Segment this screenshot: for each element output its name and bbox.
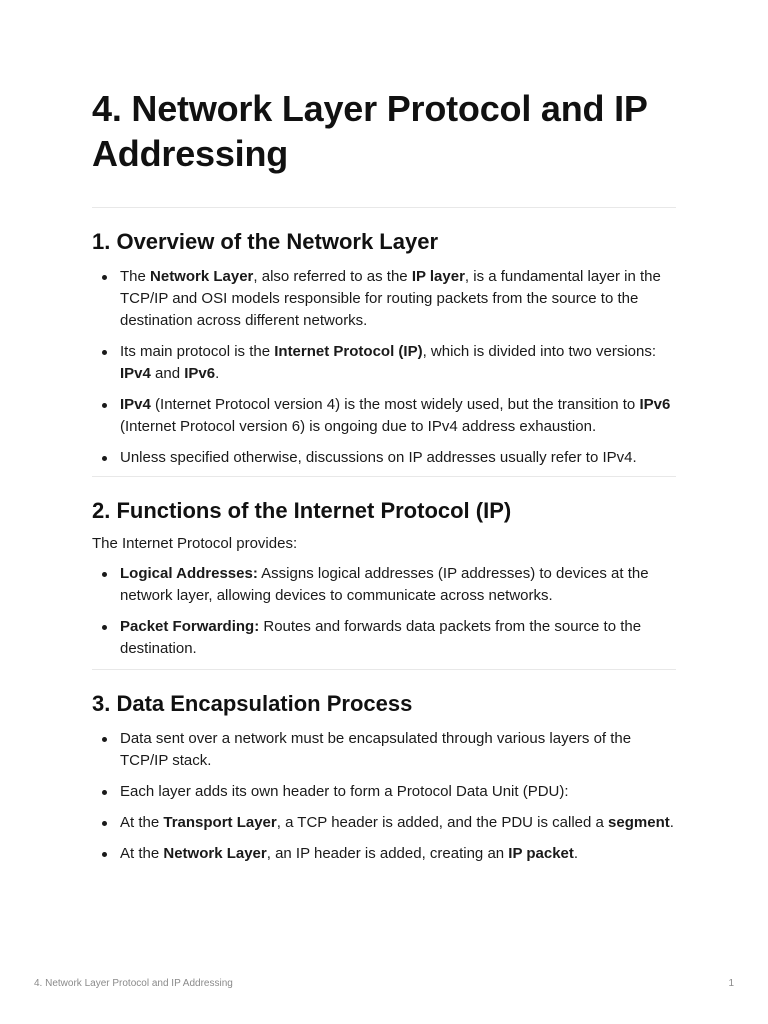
section-intro: The Internet Protocol provides:	[92, 535, 298, 552]
bullet-list	[92, 563, 676, 660]
section-overview	[92, 228, 676, 469]
page-title: 4. Network Layer Protocol and IP Addressing	[92, 88, 648, 174]
list-item	[92, 563, 676, 607]
bold-text: IP layer	[411, 268, 465, 285]
section-heading: 1. Overview of the Network Layer	[92, 229, 439, 254]
list-item	[92, 781, 676, 803]
bold-text: Packet Forwarding:	[120, 618, 260, 635]
text-run: , a TCP header is added, and the PDU is called a	[276, 814, 609, 831]
list-item	[92, 812, 676, 834]
text-run: , is a fundamental layer in the TCP/IP and OSI models responsible for routing packets from the source to the destination across different networks.	[120, 268, 661, 329]
bold-text: IPv6	[184, 365, 216, 382]
text-run: (Internet Protocol version 4) is the most widely used, but the transition to	[150, 396, 640, 413]
text-run: , an IP header is added, creating an	[266, 845, 509, 862]
text-run: , also referred to as the	[253, 268, 412, 285]
page-number: 1	[728, 978, 734, 989]
page-footer	[34, 978, 734, 989]
text-run: Data sent over a network must be encapsulated through various layers of the TCP/IP stack.	[120, 730, 632, 769]
list-item	[92, 266, 676, 332]
text-run: Its main protocol is the	[120, 343, 275, 360]
bold-text: Internet Protocol (IP)	[274, 343, 423, 360]
list-item	[92, 394, 676, 438]
bold-text: IPv4	[120, 365, 151, 382]
bold-text: IP packet	[508, 845, 574, 862]
text-run: (Internet Protocol version 6) is ongoing due to IPv4 address exhaustion.	[120, 418, 597, 435]
section-heading: 2. Functions of the Internet Protocol (IP)	[92, 498, 512, 523]
bold-text: Logical Addresses:	[120, 565, 258, 582]
text-run: Assigns logical addresses (IP addresses) to devices at the network layer, allowing devices to communicate across networks.	[120, 565, 649, 604]
bold-text: segment	[608, 814, 670, 831]
text-run: The	[120, 268, 151, 285]
text-run: At the	[120, 845, 164, 862]
list-item	[92, 447, 676, 469]
bold-text: Transport Layer	[163, 814, 277, 831]
list-item	[92, 843, 676, 865]
section-functions	[92, 497, 676, 660]
bullet-list	[92, 728, 676, 865]
divider	[92, 476, 676, 477]
text-run: At the	[120, 814, 164, 831]
list-item	[92, 341, 676, 385]
bullet-list	[92, 266, 676, 469]
document-page	[92, 0, 676, 874]
text-run: .	[573, 845, 579, 862]
bold-text: Network Layer	[150, 268, 254, 285]
list-item	[92, 616, 676, 660]
text-run: .	[215, 365, 220, 382]
list-item	[92, 728, 676, 772]
bold-text: Network Layer	[163, 845, 267, 862]
text-run: .	[669, 814, 674, 831]
divider	[92, 207, 676, 208]
text-run: Each layer adds its own header to form a Protocol Data Unit (PDU):	[120, 783, 569, 800]
footer-title: 4. Network Layer Protocol and IP Addressing	[34, 978, 233, 989]
text-run: and	[150, 365, 185, 382]
section-encapsulation	[92, 690, 676, 865]
text-run: , which is divided into two versions:	[422, 343, 657, 360]
text-run: Unless specified otherwise, discussions on IP addresses usually refer to IPv4.	[120, 449, 637, 466]
divider	[92, 669, 676, 670]
text-run: Routes and forwards data packets from the source to the destination.	[120, 618, 642, 657]
section-heading: 3. Data Encapsulation Process	[92, 691, 413, 716]
bold-text: IPv4	[120, 396, 151, 413]
bold-text: IPv6	[639, 396, 671, 413]
